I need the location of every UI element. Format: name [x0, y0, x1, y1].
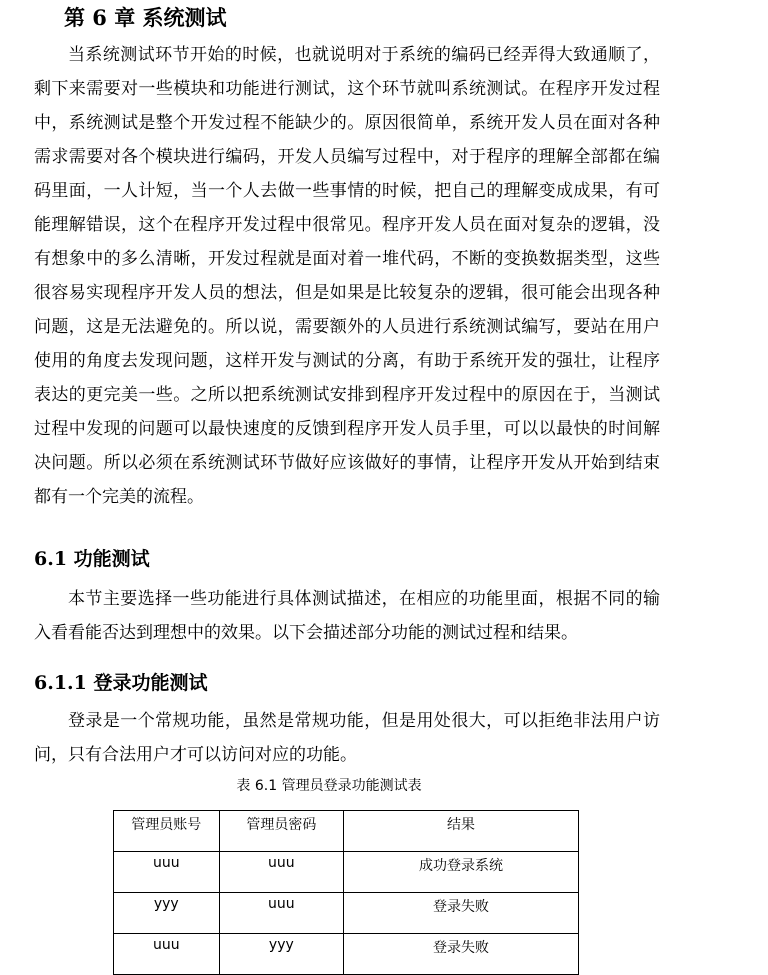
chapter-intro-paragraph: 当系统测试环节开始的时候，也就说明对于系统的编码已经弄得大致通顺了，剩下来需要对一些模块和功能进行测试，这个环节就叫系统测试。在程序开发过程中，系统测试是整个开发过程不能缺少的。原因很简单，系统开发人员在面对各种需求需要对各个模块进行编码，开发人员编写过程中，对于程序的理解全部都在编码里面，一人计短，当一个人去做一些事情的时候，把自己的理解变成成果，有可能理解错误，这个在程序开发过程中很常见。程序开发人员在面对复杂的逻辑，没有想象中的多么清晰，开发过程就是面对着一堆代码，不断的变换数据类型，这些很容易实现程序开发人员的想法，但是如果是比较复杂的逻辑，很可能会出现各种问题，这是无法避免的。所以说，需要额外的人员进行系统测试编写，要站在用户使用的角度去发现问题，这样开发与测试的分离，有助于系统开发的强壮，让程序表达的更完美一些。之所以把系统测试安排到程序开发过程中的原因在于，当测试过程中发现的问题可以最快速度的反馈到程序开发人员手里，可以以最快的时间解决问题。所以必须在系统测试环节做好应该做好的事情，让程序开发从开始到结束都有一个完美的流程。	[34, 45, 660, 507]
subsection-title-6-1-1: 6.1.1 登录功能测试	[34, 672, 208, 694]
subsection-6-1-1-paragraph: 登录是一个常规功能，虽然是常规功能，但是用处很大，可以拒绝非法用户访问，只有合法用户才可以访问对应的功能。	[34, 711, 660, 765]
cell-account: uuu	[114, 934, 220, 975]
cell-result: 成功登录系统	[344, 852, 579, 893]
section-title-6-1: 6.1 功能测试	[34, 548, 150, 570]
chapter-title: 第 6 章 系统测试	[64, 5, 227, 30]
section-6-1-paragraph: 本节主要选择一些功能进行具体测试描述，在相应的功能里面，根据不同的输入看看能否达到理想中的效果。以下会描述部分功能的测试过程和结果。	[34, 589, 660, 643]
cell-password: yyy	[219, 934, 344, 975]
table-caption: 表 6.1 管理员登录功能测试表	[236, 778, 422, 794]
table-row	[114, 893, 579, 934]
table-row	[114, 852, 579, 893]
cell-account: uuu	[114, 852, 220, 893]
cell-result: 登录失败	[344, 934, 579, 975]
table-header-row	[114, 811, 579, 852]
login-test-table	[113, 810, 579, 975]
header-admin-password: 管理员密码	[219, 811, 344, 852]
cell-account: yyy	[114, 893, 220, 934]
cell-result: 登录失败	[344, 893, 579, 934]
table-row	[114, 934, 579, 975]
header-admin-account: 管理员账号	[114, 811, 220, 852]
header-result: 结果	[344, 811, 579, 852]
cell-password: uuu	[219, 852, 344, 893]
cell-password: uuu	[219, 893, 344, 934]
